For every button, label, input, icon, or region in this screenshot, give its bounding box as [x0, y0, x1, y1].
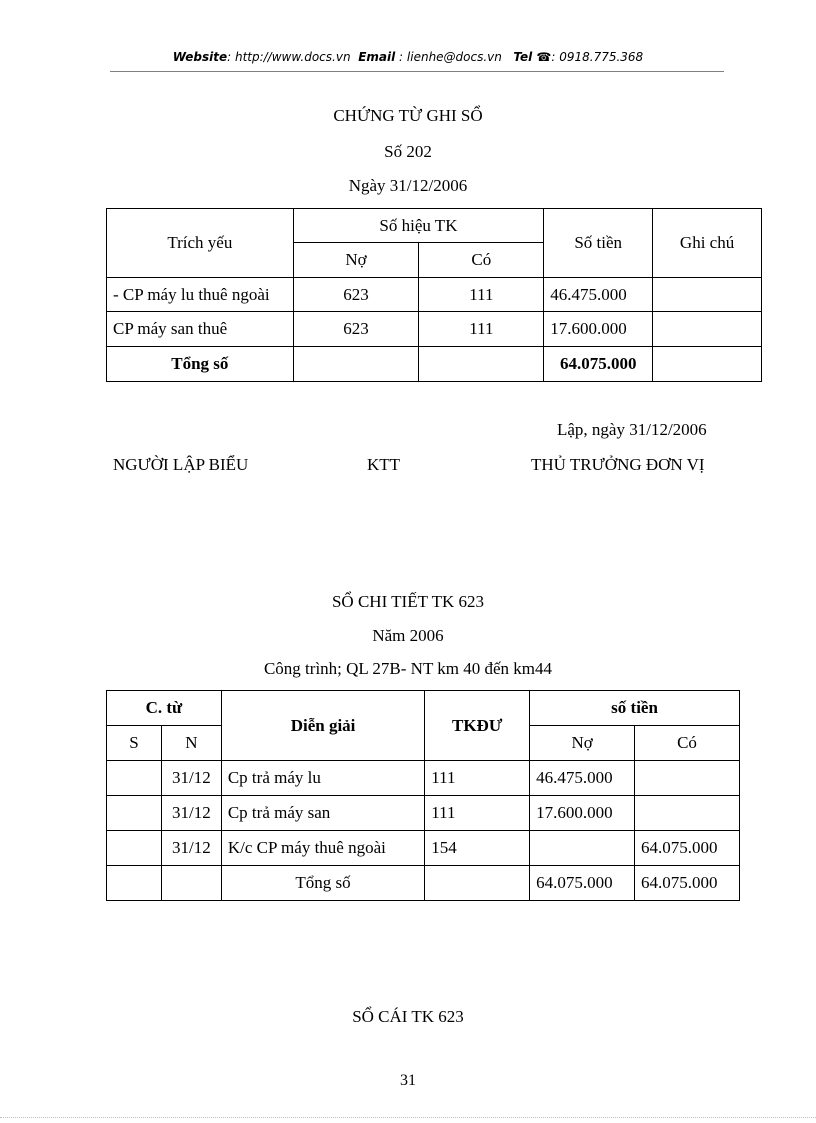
header-voucher: C. từ [107, 691, 222, 726]
header-s: S [107, 726, 162, 761]
cell-s [107, 831, 162, 866]
cell-debit: 46.475.000 [530, 761, 635, 796]
header-contra: TKĐƯ [425, 691, 530, 761]
cell-debit: 623 [293, 312, 419, 347]
page-number: 31 [400, 1072, 416, 1089]
voucher-number: Số 202 [384, 142, 432, 161]
total-debit: 64.075.000 [530, 866, 635, 901]
header-credit: Có [635, 726, 740, 761]
cell-s [107, 796, 162, 831]
cell-amount: 46.475.000 [544, 278, 653, 312]
cell-note [653, 278, 762, 312]
cell-summary: - CP máy lu thuê ngoài [107, 278, 294, 312]
header-debit: Nợ [530, 726, 635, 761]
table-row [107, 796, 740, 831]
place-date: Lập, ngày 31/12/2006 [557, 420, 707, 439]
cell-credit [635, 761, 740, 796]
table-row [107, 312, 762, 347]
tel-label: Tel ☎ [513, 50, 552, 64]
voucher-title: CHỨNG TỪ GHI SỔ [333, 106, 483, 125]
header-amount: Số tiền [544, 209, 653, 278]
cell-n: 31/12 [161, 761, 221, 796]
voucher-table [106, 208, 762, 382]
total-amount: 64.075.000 [544, 347, 653, 382]
cell-description: K/c CP máy thuê ngoài [221, 831, 424, 866]
cell-amount: 17.600.000 [544, 312, 653, 347]
cell-contra: 111 [425, 796, 530, 831]
total-credit: 64.075.000 [635, 866, 740, 901]
cell-description: Cp trả máy san [221, 796, 424, 831]
head-label: THỦ TRƯỞNG ĐƠN VỊ [531, 455, 705, 474]
total-row [107, 866, 740, 901]
voucher-date: Ngày 31/12/2006 [348, 176, 468, 195]
ledger-table [106, 690, 740, 901]
website-label: Website [172, 50, 228, 64]
cell-debit: 17.600.000 [530, 796, 635, 831]
cell-note [653, 312, 762, 347]
cell-n: 31/12 [161, 796, 221, 831]
header-summary: Trích yếu [107, 209, 294, 278]
email-label: Email [358, 50, 396, 64]
header-amount: số tiền [530, 691, 740, 726]
website-value: : http://www.docs.vn [227, 50, 351, 64]
header-description: Diễn giải [221, 691, 424, 761]
ledger-title: SỔ CHI TIẾT TK 623 [331, 592, 485, 611]
header-credit: Có [419, 243, 544, 278]
ledger-project: Công trình; QL 27B- NT km 40 đến km44 [263, 659, 553, 678]
cell-contra: 111 [425, 761, 530, 796]
preparer-label: NGƯỜI LẬP BIỂU [113, 455, 249, 474]
ledger-year: Năm 2006 [372, 626, 444, 645]
total-label: Tổng số [107, 347, 294, 382]
cell-summary: CP máy san thuê [107, 312, 294, 347]
footer-divider [0, 1117, 816, 1118]
general-ledger-title: SỔ CÁI TK 623 [352, 1007, 464, 1026]
cell-contra: 154 [425, 831, 530, 866]
cell-n: 31/12 [161, 831, 221, 866]
total-label: Tổng số [221, 866, 424, 901]
page-header [0, 50, 816, 64]
chief-accountant-label: KTT [367, 455, 401, 474]
header-divider [110, 71, 724, 72]
header-n: N [161, 726, 221, 761]
cell-s [107, 761, 162, 796]
total-row [107, 347, 762, 382]
table-row [107, 761, 740, 796]
tel-value: : 0918.775.368 [551, 50, 644, 64]
header-account: Số hiệu TK [293, 209, 544, 243]
cell-credit [635, 796, 740, 831]
cell-credit: 111 [419, 312, 544, 347]
cell-description: Cp trả máy lu [221, 761, 424, 796]
table-row [107, 278, 762, 312]
header-note: Ghi chú [653, 209, 762, 278]
cell-debit: 623 [293, 278, 419, 312]
header-debit: Nợ [293, 243, 419, 278]
table-row [107, 831, 740, 866]
cell-credit: 64.075.000 [635, 831, 740, 866]
email-value: : lienhe@docs.vn [395, 50, 502, 64]
cell-credit: 111 [419, 278, 544, 312]
cell-debit [530, 831, 635, 866]
